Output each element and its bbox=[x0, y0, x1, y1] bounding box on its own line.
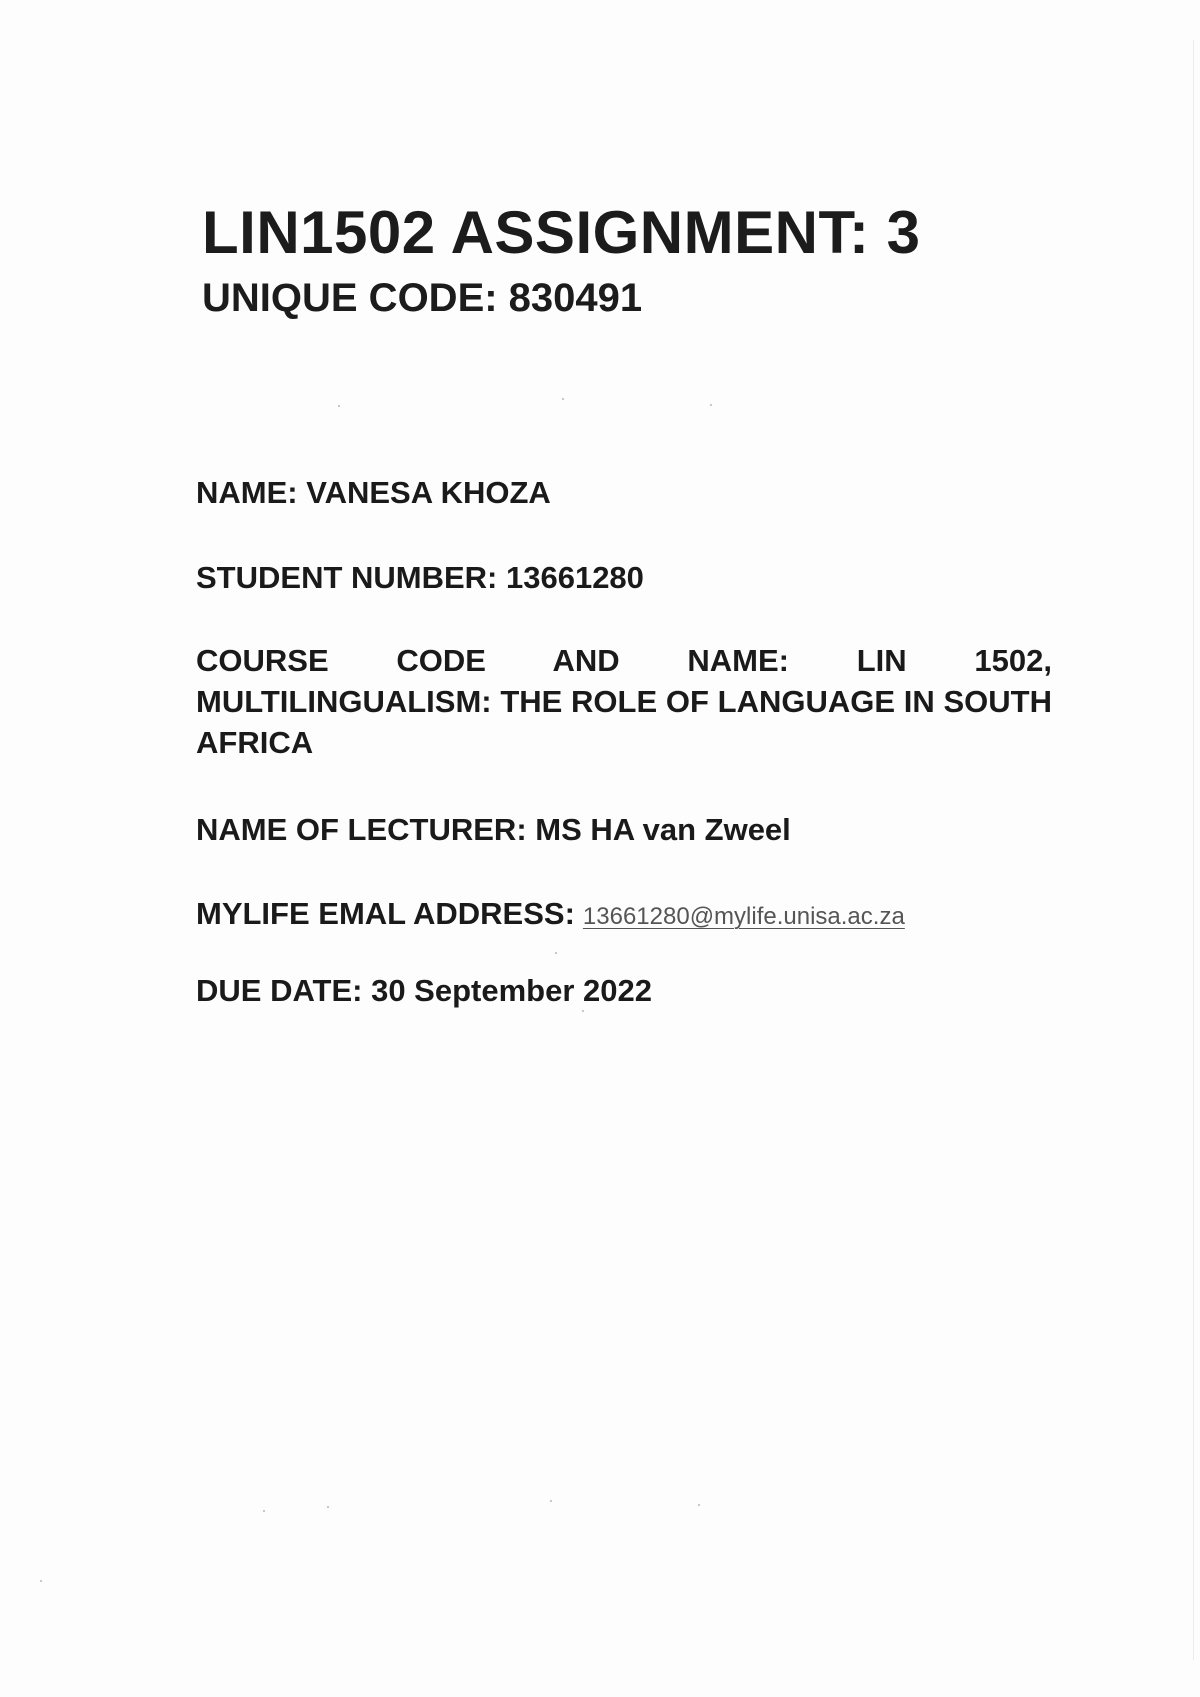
scan-speck bbox=[40, 1580, 42, 1582]
email-address-link[interactable]: 13661280@mylife.unisa.ac.za bbox=[582, 903, 905, 930]
title-block bbox=[202, 198, 1062, 324]
assignment-title: LIN1502 ASSIGNMENT: 3 bbox=[202, 199, 921, 266]
scan-edge-line bbox=[1193, 40, 1194, 1660]
scan-speck bbox=[582, 1010, 584, 1012]
scan-speck bbox=[710, 404, 712, 406]
course-code-and-name: COURSE CODE AND NAME: LIN 1502, MULTILINGUALISM: THE ROLE OF LANGUAGE IN SOUTH AFRICA bbox=[196, 643, 1052, 760]
lecturer-name: NAME OF LECTURER: MS HA van Zweel bbox=[196, 812, 791, 847]
email-line bbox=[196, 893, 905, 937]
scan-speck bbox=[327, 1506, 329, 1508]
student-name: NAME: VANESA KHOZA bbox=[196, 475, 551, 510]
scan-speck bbox=[555, 952, 557, 954]
scan-speck bbox=[550, 1500, 552, 1502]
unique-code: UNIQUE CODE: 830491 bbox=[202, 276, 643, 320]
email-label: MYLIFE EMAL ADDRESS: bbox=[196, 896, 575, 931]
student-number: STUDENT NUMBER: 13661280 bbox=[196, 560, 644, 595]
scan-speck bbox=[698, 1504, 700, 1506]
scan-speck bbox=[263, 1510, 265, 1512]
scan-speck bbox=[562, 398, 564, 400]
due-date: DUE DATE: 30 September 2022 bbox=[196, 973, 652, 1008]
scan-speck bbox=[338, 405, 340, 407]
